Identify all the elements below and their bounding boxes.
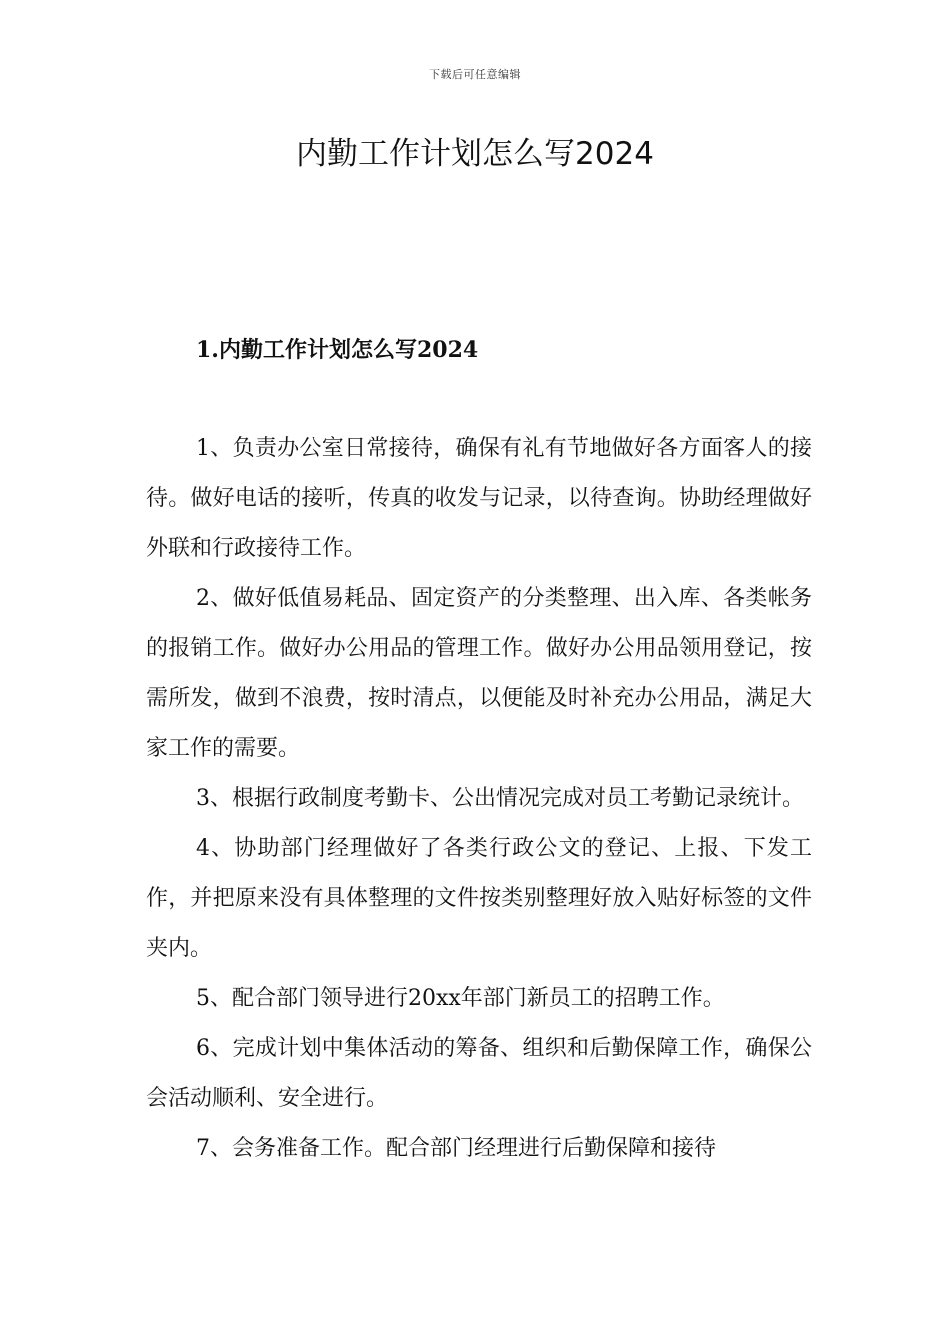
paragraph-6: 6、完成计划中集体活动的筹备、组织和后勤保障工作，确保公会活动顺利、安全进行。 <box>146 1036 812 1111</box>
paragraph-7: 7、会务准备工作。配合部门经理进行后勤保障和接待 <box>196 1136 716 1161</box>
document-title: 内勤工作计划怎么写2024 <box>296 136 654 172</box>
paragraph-4: 4、协助部门经理做好了各类行政公文的登记、上报、下发工作，并把原来没有具体整理的文件按类别整理好放入贴好标签的文件夹内。 <box>146 836 812 961</box>
paragraph-5: 5、配合部门领导进行20xx年部门新员工的招聘工作。 <box>196 986 725 1011</box>
section-heading: 1.内勤工作计划怎么写2024 <box>196 337 479 363</box>
document-body <box>146 424 812 1174</box>
paragraph-1: 1、负责办公室日常接待，确保有礼有节地做好各方面客人的接待。做好电话的接听，传真的收发与记录，以待查询。协助经理做好外联和行政接待工作。 <box>146 436 812 561</box>
paragraph-3: 3、根据行政制度考勤卡、公出情况完成对员工考勤记录统计。 <box>196 786 804 811</box>
header-note: 下载后可任意编辑 <box>429 68 521 81</box>
paragraph-2: 2、做好低值易耗品、固定资产的分类整理、出入库、各类帐务的报销工作。做好办公用品的管理工作。做好办公用品领用登记，按需所发，做到不浪费，按时清点，以便能及时补充办公用品，满足大家工作的需要。 <box>146 586 812 761</box>
